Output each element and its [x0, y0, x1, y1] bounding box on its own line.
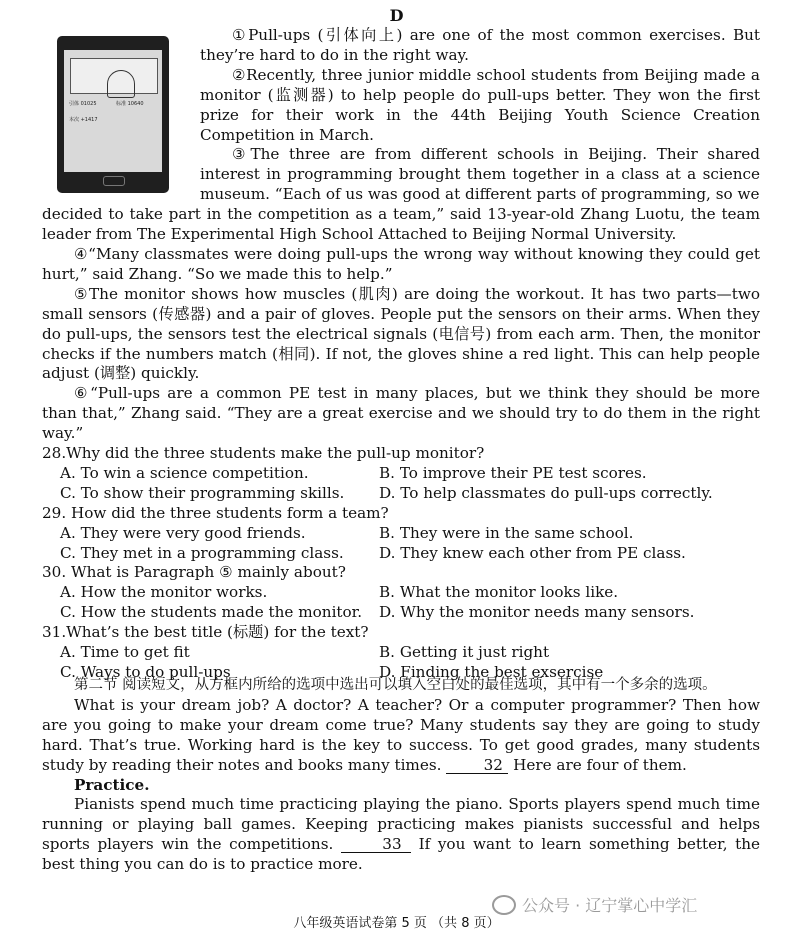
paragraph-6: ⑥“Pull-ups are a common PE test in many places, but we think they should be more than that,” Zhang said. “They are a great exercise and we should try to do them in the right way.”: [42, 384, 760, 443]
question-28: [42, 444, 760, 504]
paragraph-text: Here are four of them.: [513, 755, 687, 774]
page-footer: 八年级英语试卷第 5 页 （共 8 页）: [293, 916, 500, 931]
option-d: D. To help classmates do pull-ups correctly.: [379, 483, 713, 502]
option-d: D. Finding the best exsercise: [379, 663, 604, 681]
option-c: C. Ways to do pull-ups: [60, 663, 231, 681]
section-two-paragraph-1: [42, 696, 760, 776]
question-stem: 31.What’s the best title (标题) for the text?: [42, 623, 369, 642]
section-two-paragraph-2: [42, 795, 760, 875]
passage-d: [42, 26, 760, 683]
stat-left: 引体 01025: [69, 101, 97, 107]
section-letter: D: [389, 6, 404, 25]
watermark-text: 公众号 · 辽宁掌心中学汇: [522, 896, 698, 915]
question-stem: 30. What is Paragraph ⑤ mainly about?: [42, 563, 346, 582]
option-c: C. To show their programming skills.: [60, 483, 345, 502]
section-two: [42, 676, 760, 875]
stat-row2: 本次 +1417: [69, 117, 98, 123]
question-stem: 29. How did the three students form a team?: [42, 503, 389, 522]
question-stem: 28.Why did the three students make the pull-up monitor?: [42, 444, 485, 463]
option-a: A. Time to get fit: [60, 643, 190, 662]
paragraph-4: ④“Many classmates were doing pull-ups the wrong way without knowing they could get hurt,” said Zhang. “So we made this to help.”: [42, 244, 760, 283]
section-two-heading: Practice.: [74, 775, 150, 794]
option-b: B. They were in the same school.: [379, 523, 634, 542]
paragraph-3b: decided to take part in the competition as a team,” said 13-year-old Zhang Luotu, the team leader from The Experimental High School Attached to Beijing Normal University.: [42, 205, 760, 244]
question-list: [42, 444, 760, 683]
option-c: C. How the students made the monitor.: [60, 603, 363, 622]
paragraph-1: ①Pull-ups (引体向上) are one of the most common exercises. But they’re hard to do in the right way.: [200, 26, 760, 64]
paragraph-text: Pianists spend much time practicing playing the piano. Sports players spend much time running or playing ball games. Keeping practicing makes pianists successful and helps sports players win the competitions.: [42, 795, 760, 854]
option-a: A. To win a science competition.: [60, 463, 309, 482]
option-a: A. How the monitor works.: [60, 583, 268, 602]
option-c: C. They met in a programming class.: [60, 543, 344, 562]
paragraph-3a: ③The three are from different schools in Beijing. Their shared interest in programming brought them together in a class at a science museum. “Each of us was good at different parts of programming, so we: [200, 145, 760, 204]
option-b: B. Getting it just right: [379, 643, 550, 662]
blank-33[interactable]: 33: [341, 837, 411, 853]
option-b: B. To improve their PE test scores.: [379, 463, 647, 482]
paragraph-5: ⑤The monitor shows how muscles (肌肉) are doing the workout. It has two parts—two small sensors (传感器) and a pair of gloves. People put the sensors on their arms. When they do pull-ups, the sensors test the electrical signals (电信号) from each arm. Then, the monitor checks if the numbers match (相同). If not, the gloves shine a red light. This can help people adjust (调整) quickly.: [42, 284, 760, 383]
question-31: [42, 623, 760, 683]
question-30: [42, 563, 760, 623]
paragraph-text: If you want to learn something better, the best thing you can do is to practice more.: [42, 835, 761, 874]
option-d: D. They knew each other from PE class.: [379, 543, 686, 562]
paragraph-2: ②Recently, three junior middle school students from Beijing made a monitor (监测器) to help people do pull-ups better. They won the first prize for their work in the 44th Beijing Youth Science Creation Competition in March.: [200, 65, 760, 144]
question-29: [42, 504, 760, 564]
stat-right: 标准 10640: [116, 101, 144, 107]
option-d: D. Why the monitor needs many sensors.: [379, 603, 695, 622]
option-a: A. They were very good friends.: [60, 523, 306, 542]
blank-32[interactable]: 32: [446, 758, 508, 774]
paragraph-text: What is your dream job? A doctor? A teacher? Or a computer programmer? Then how are you going to make your dream come true? Many students say they are going to study hard. That’s true. Working hard is the key to success. To get good grades, many students study by reading their notes and books many times.: [42, 695, 760, 774]
option-b: B. What the monitor looks like.: [379, 583, 619, 602]
section-two-instruction: 第二节 阅读短文，从方框内所给的选项中选出可以填入空白处的最佳选项，其中有一个多余的选项。: [74, 677, 717, 693]
